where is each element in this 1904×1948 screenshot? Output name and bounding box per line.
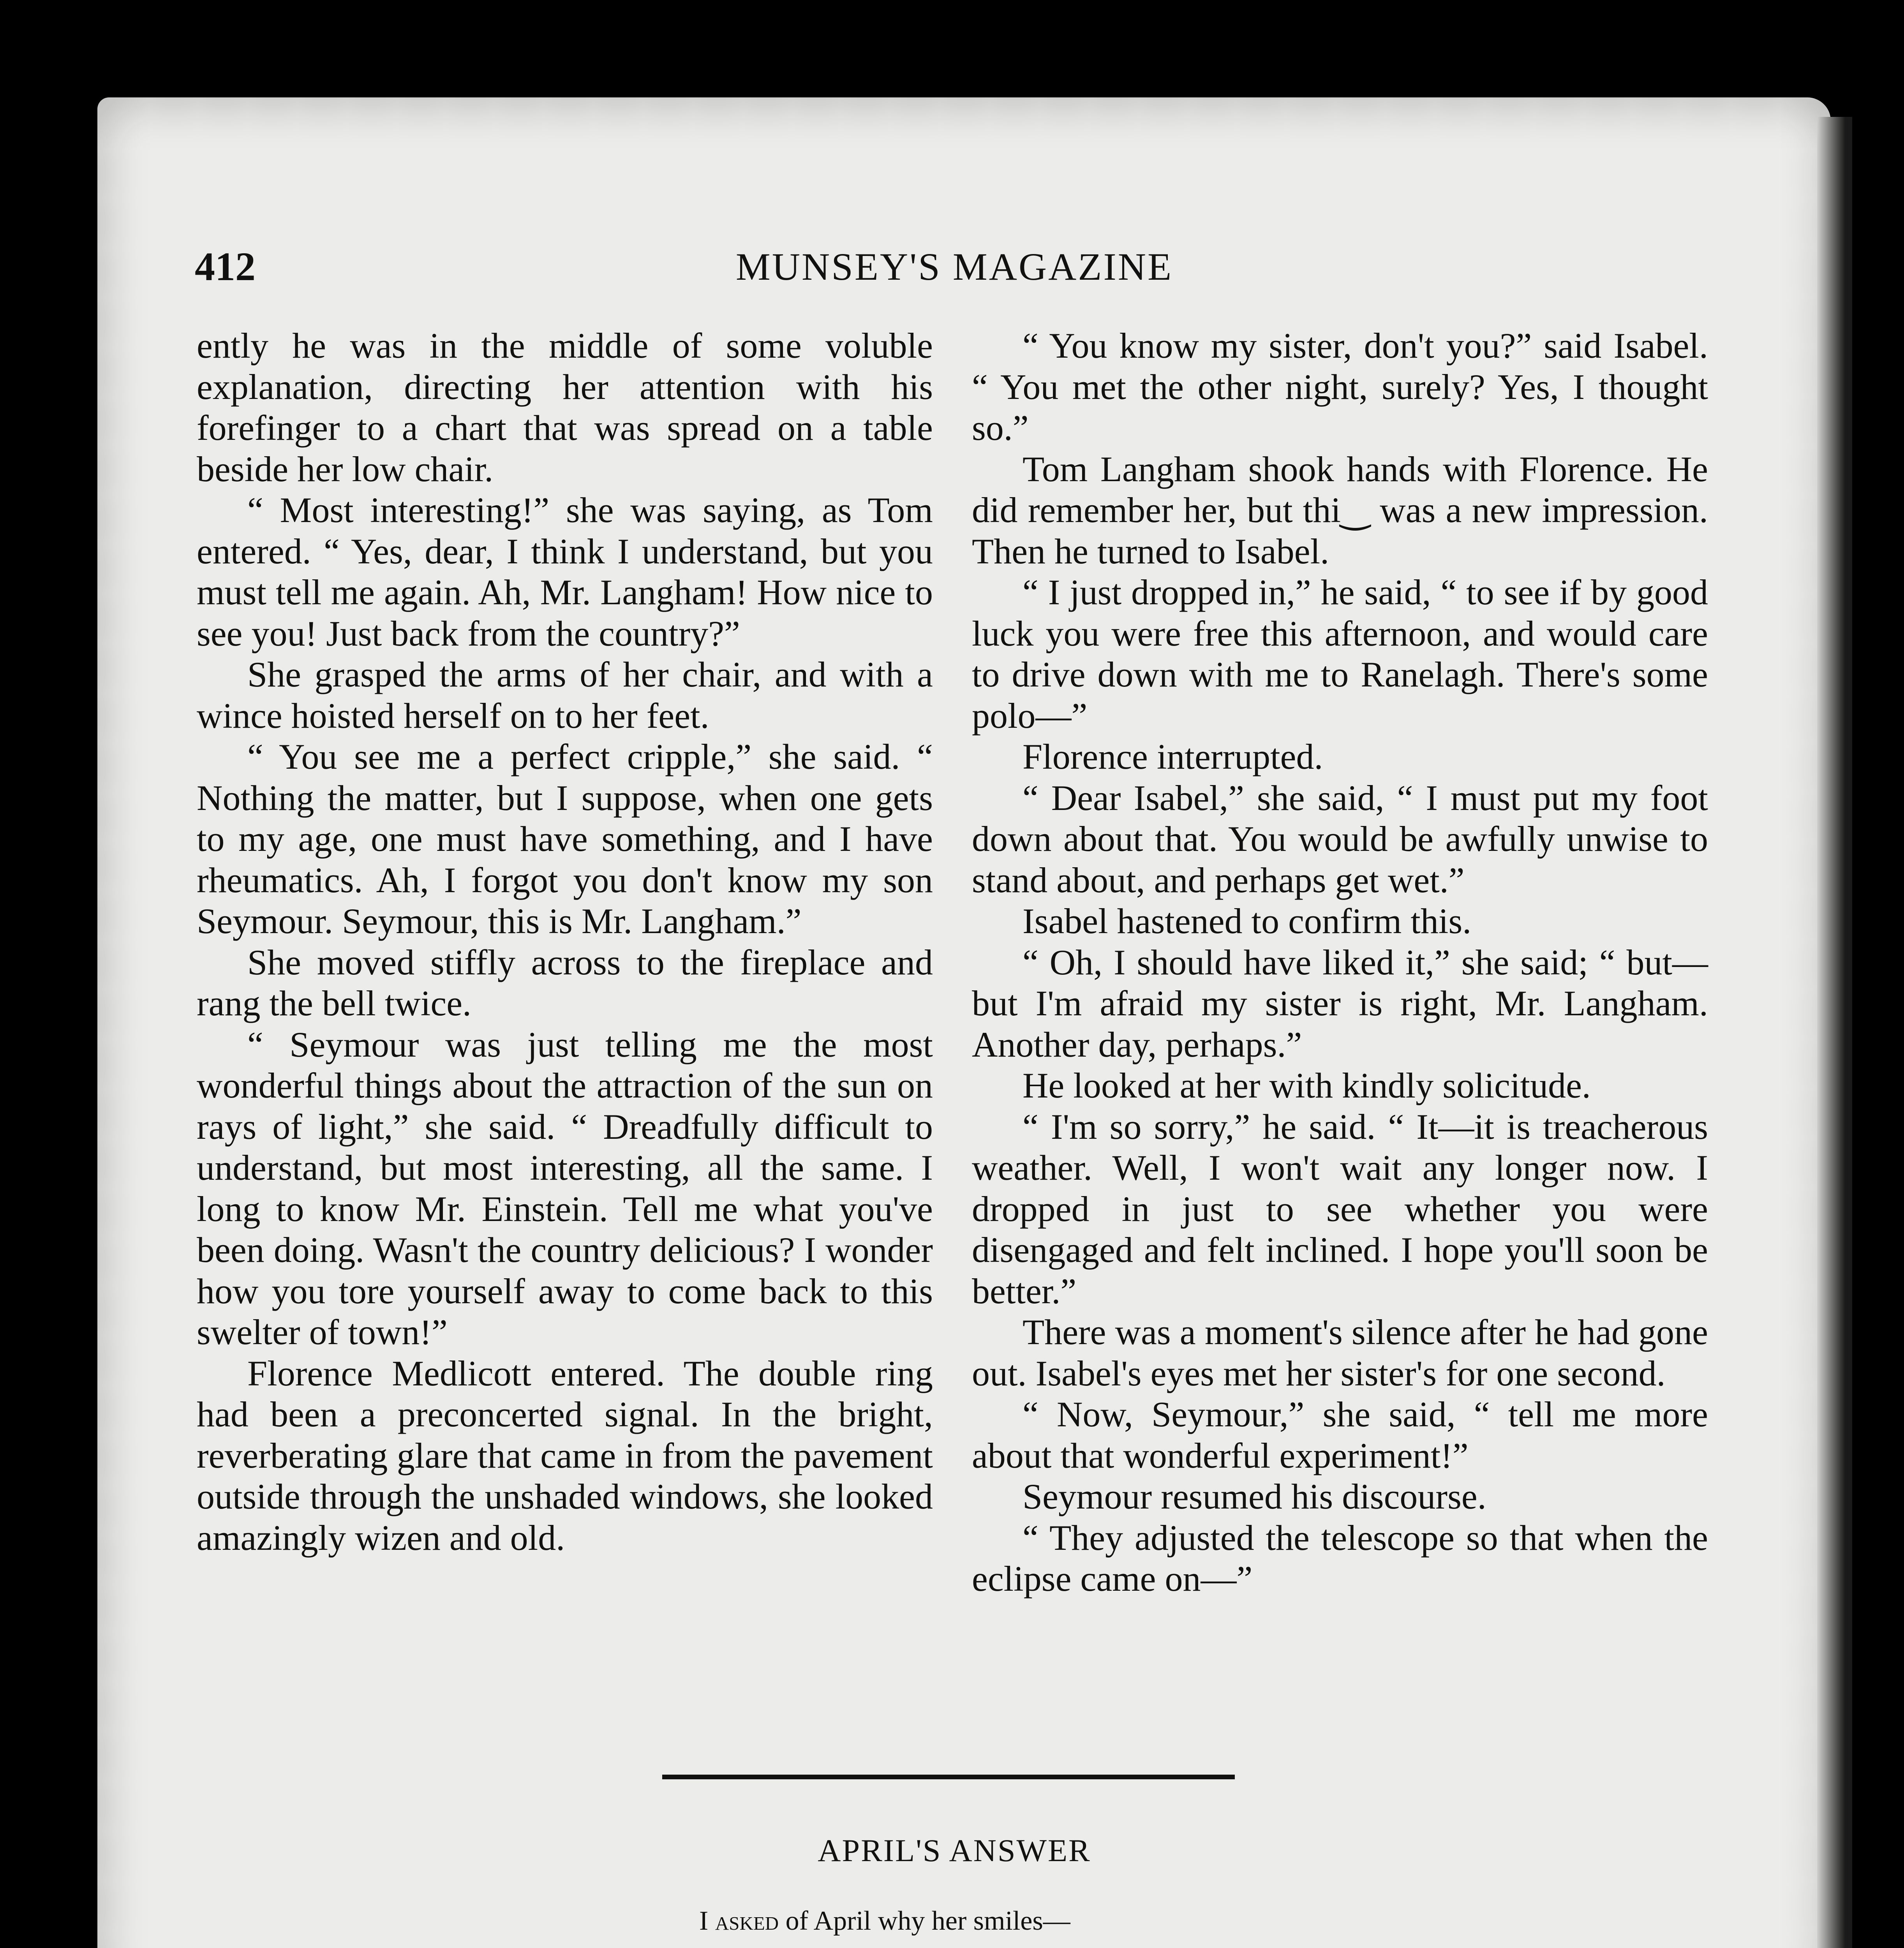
paragraph: “ Oh, I should have liked it,” she said; “ but—but I'm afraid my sister is right, Mr. Langham. Another day, perhaps.”	[972, 942, 1708, 1064]
paragraph: “ I just dropped in,” he said, “ to see if by good luck you were free this afternoon, and would care to drive down with me to Ranelagh. There's some polo—”	[972, 572, 1708, 736]
paragraph: “ You know my sister, don't you?” said Isabel. “ You met the other night, surely? Yes, I thought so.”	[972, 326, 1708, 448]
poem-line-text: of April why her smiles—	[785, 1906, 1070, 1936]
paragraph: Isabel hastened to confirm this.	[1023, 901, 1472, 941]
right-column	[972, 325, 1708, 1600]
page-header	[195, 238, 1714, 304]
paragraph: “ Now, Seymour,” she said, “ tell me more about that wonderful experiment!”	[972, 1394, 1708, 1475]
poem-stanza-1	[699, 1897, 1361, 1948]
paragraph: “ Seymour was just telling me the most wonderful things about the attraction of the sun on rays of light,” she said. “ Dreadfully difficult to understand, but most interesting, all the same. I long to know Mr. Einstein. Tell me what you've been doing. Wasn't the country delicious? I wonder how you tore yourself away to come back to this swelter of town!”	[197, 1024, 933, 1352]
page-number: 412	[195, 244, 256, 289]
paragraph: “ They adjusted the telescope so that when the eclipse came on—”	[972, 1517, 1708, 1599]
poem-small-caps-word: asked	[715, 1906, 779, 1936]
paragraph: “ You see me a perfect cripple,” she said. “ Nothing the matter, but I suppose, when one gets to my age, one must have something, and I have rheumatics. Ah, I forgot you don't know my son Seymour. Seymour, this is Mr. Langham.”	[197, 737, 933, 941]
paragraph: Seymour resumed his discourse.	[1023, 1477, 1486, 1516]
left-column	[197, 325, 933, 1558]
paragraph: Tom Langham shook hands with Florence. He did remember her, but thi‿ was a new impression. Then he turned to Isabel.	[972, 449, 1708, 571]
paragraph: “ Dear Isabel,” she said, “ I must put my foot down about that. You would be awfully unwise to stand about, and perhaps get wet.”	[972, 778, 1708, 900]
paragraph: Florence Medlicott entered. The double ring had been a preconcerted signal. In the bright, reverberating glare that came in from the pavement outside through the unshaded windows, she looked amazingly wizen and old.	[197, 1353, 933, 1558]
poem-title: APRIL'S ANSWER	[818, 1833, 1091, 1868]
paragraph: “ I'm so sorry,” he said. “ It—it is treacherous weather. Well, I won't wait any longer now. I dropped in just to see whether you were disengaged and felt inclined. I hope you'll soon be better.”	[972, 1106, 1708, 1311]
poem-initial-word: I	[699, 1906, 709, 1936]
binding-gutter	[1817, 117, 1852, 1948]
paragraph: Florence interrupted.	[1023, 737, 1323, 776]
poem-line	[699, 1897, 1361, 1944]
poem-line	[699, 1944, 1361, 1948]
paragraph: He looked at her with kindly solicitude.	[1023, 1066, 1591, 1105]
paragraph: ently he was in the middle of some voluble explanation, directing her attention with his forefinger to a chart that was spread on a table beside her low chair.	[197, 326, 933, 489]
paragraph: She grasped the arms of her chair, and with a wince hoisted herself on to her feet.	[197, 655, 933, 736]
section-divider	[662, 1775, 1235, 1779]
running-title: MUNSEY'S MAGAZINE	[735, 245, 1173, 288]
paragraph: “ Most interesting!” she was saying, as Tom entered. “ Yes, dear, I think I understand, but you must tell me again. Ah, Mr. Langham! How nice to see you! Just back from the country?”	[197, 490, 933, 653]
paragraph: She moved stiffly across to the fireplace and rang the bell twice.	[197, 942, 933, 1023]
paragraph: There was a moment's silence after he had gone out. Isabel's eyes met her sister's for one second.	[972, 1312, 1708, 1393]
